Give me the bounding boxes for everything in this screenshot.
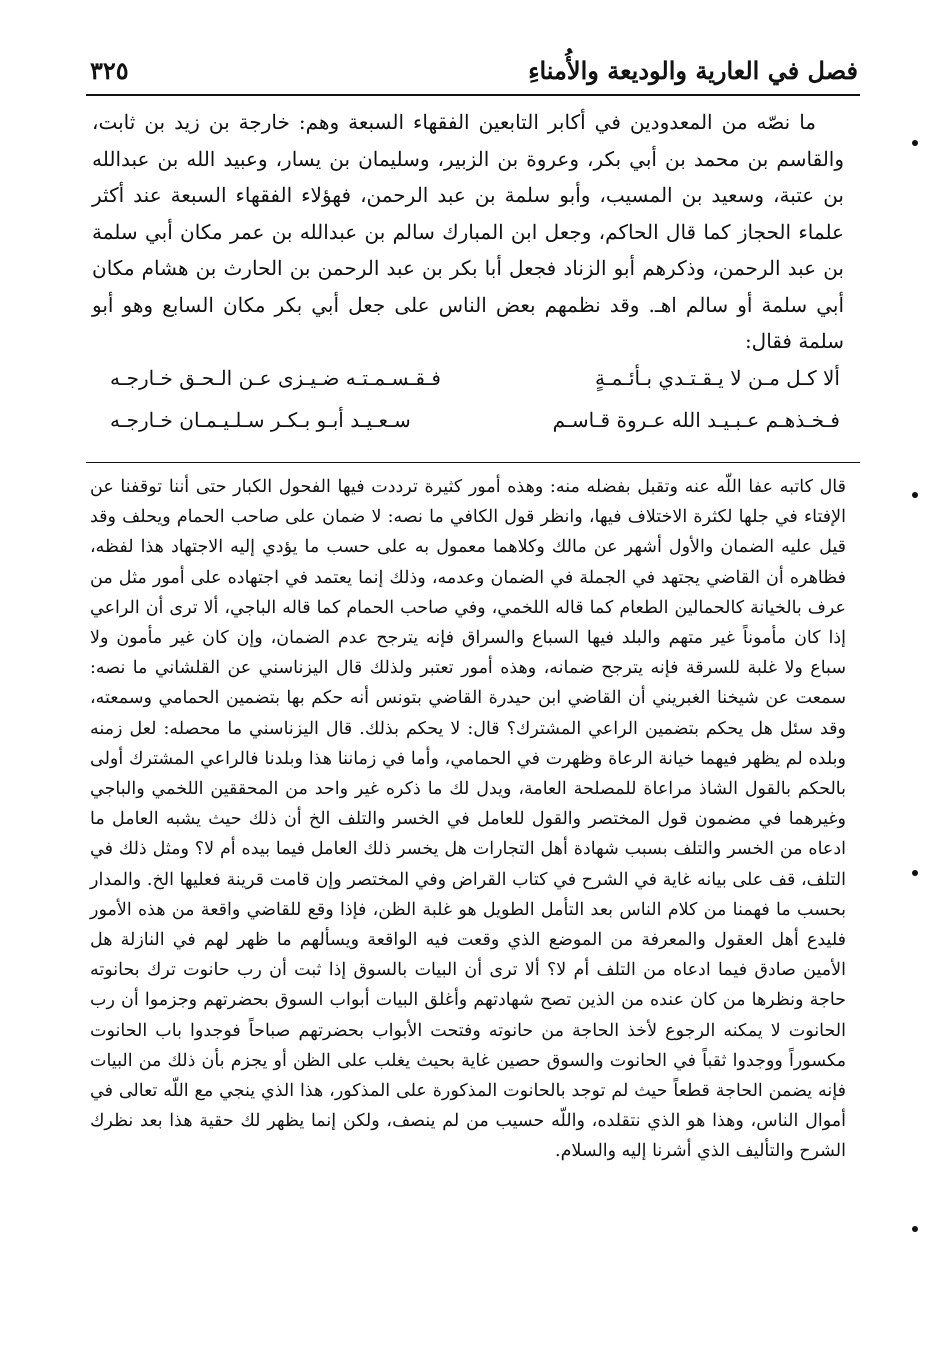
footnote-separator [86,462,860,463]
verse-second-hemistich: فـقـسـمـتـه ضـيـزى عـن الـحـق خـارجـه [110,366,441,390]
verse-second-hemistich: سـعـيـد أبـو بـكـر سـلـيـمـان خـارجـه [110,408,411,432]
page-header [90,56,858,96]
footnote-paragraph: قال كاتبه عفا اللّه عنه وتقبل بفضله منه: وهذه أمور كثيرة ترددت فيها الفحول الكبار حتى أننا توقفنا عن الإفتاء في جلها لكثرة الاختلاف فيها، وانظر قول الكافي ما نصه: لا ضمان على صاحب الحمام ويحلف وقد قيل عليه الضمان والأول أشهر عن مالك وكلاهما معمول به على حسب ما يؤدي إليه الاجتهاد هذا لفظه، فظاهره أن القاضي يجتهد في الجملة في الضمان وعدمه، وذلك إنما يعتمد في اجتهاده على أمور مثل من عرف بالخيانة كالحمالين الطعام كما قاله اللخمي، وفي صاحب الحمام كما قاله الباجي، ألا ترى أن الراعي إذا كان مأموناً غير متهم والبلد فيها السباع والسراق فإنه يترجح عدم الضمان، وإن كان غير مأمون ولا سباع ولا غلبة للسرقة فإنه يترجح ضمانه، وهذه أمور تعتبر ولذلك قال اليزناسني عن القلشاني ما نصه: سمعت عن شيخنا الغبريني أن القاضي ابن حيدرة القاضي بتونس أنه حكم بها بتضمين الحمامي وسمعته، وقد سئل هل يحكم بتضمين الراعي المشترك؟ قال: لا يحكم بذلك. قال اليزناسني ما محصله: لعل زمنه وبلده لم يظهر فيهما خيانة الرعاة وظهرت في الحمامي، وأما في زماننا هذا وبلدنا فالراعي المشترك أولى بالحكم بالقول الشاذ مراعاة للمصلحة العامة، ويدل لك ما ذكره غير واحد من المحققين اللخمي والباجي وغيرهما في مضمون قول المختصر والقول للعامل في الخسر والتلف الخ أن ذلك حيث يشبه العامل ما ادعاه من الخسر والتلف بسبب شهادة أهل التجارات هل يخسر ذلك العامل فيما بيده أم لا؟ ومثل ذلك في التلف، قف على بيانه غاية في الشرح في كتاب القراض وفي المختصر وإن قامت قرينة فعليها الخ. والمدار بحسب ما فهمنا من كلام الناس بعد التأمل الطويل هو غلبة الظن، فإذا وقع للقاضي واقعة من هذه الأمور فليدع أهل العقول والمعرفة من الموضع الذي وقعت فيه الواقعة ويسألهم ما ظهر لهم في النازلة هل الأمين صادق فيما ادعاه من التلف أم لا؟ ألا ترى أن البيات بالسوق إذا ثبت أن رب حانوت ترك بحانوته حاجة ونظرها من كان عنده من الذين تصح شهادتهم وأغلق البيات أبواب السوق بحضرتهم وجزموا أن رب الحانوت لا يمكنه الرجوع لأخذ الحاجة من حانوته وفتحت الأبواب بحضرتهم صباحاً فوجدوا باب الحانوت مكسوراً ووجدوا ثقباً في الحانوت والسوق حصين غاية بحيث يغلب على الظن أو يجزم بأن ذلك من البيات فإنه يضمن الحاجة قطعاً حيث لم توجد بالحانوت المذكورة على المذكور، هذا الذي ينجي مع اللّه تعالى في أموال الناس، وهذا هو الذي نتقلده، واللّه حسيب من لم ينصف، ولكن إنما يظهر لك حقية هذا بعد نظرك الشرح والتأليف الذي أشرنا إليه والسلام. [90,477,846,1162]
verse-first-hemistich: ألا كـل مـن لا يـقـتـدي بـأئـمـةٍ [594,366,840,390]
verse-first-hemistich: فـخـذهـم عـبـيـد الله عـروة قـاسـم [552,408,840,432]
poem-verses [92,360,844,444]
verse-line [92,360,844,402]
margin-mark [912,870,918,876]
header-rule [86,94,860,96]
verse-line [92,402,844,444]
margin-mark [912,492,918,498]
main-text [92,104,844,360]
margin-mark [912,1226,918,1232]
footnote [90,472,846,1167]
margin-mark [912,140,918,146]
main-paragraph: ما نصّه من المعدودين في أكابر التابعين الفقهاء السبعة وهم: خارجة بن زيد بن ثابت، والقاسم بن محمد بن أبي بكر، وعروة بن الزبير، وسليمان بن يسار، وعبيد الله بن عبدالله بن عتبة، وسعيد بن المسيب، وأبو سلمة بن عبد الرحمن، فهؤلاء الفقهاء السبعة عند أكثر علماء الحجاز كما قال الحاكم، وجعل ابن المبارك سالم بن عبدالله بن عمر مكان أبي سلمة بن عبد الرحمن، وذكرهم أبو الزناد فجعل أبا بكر بن عبد الرحمن بن الحارث بن هشام مكان أبي سلمة أو سالم اهـ. وقد نظمهم بعض الناس على جعل أبي بكر مكان السابع وهو أبو سلمة فقال: [92,110,844,353]
page-number: ٣٢٥ [90,56,129,85]
running-title: فصل في العارية والوديعة والأُمناءِ [528,56,858,85]
